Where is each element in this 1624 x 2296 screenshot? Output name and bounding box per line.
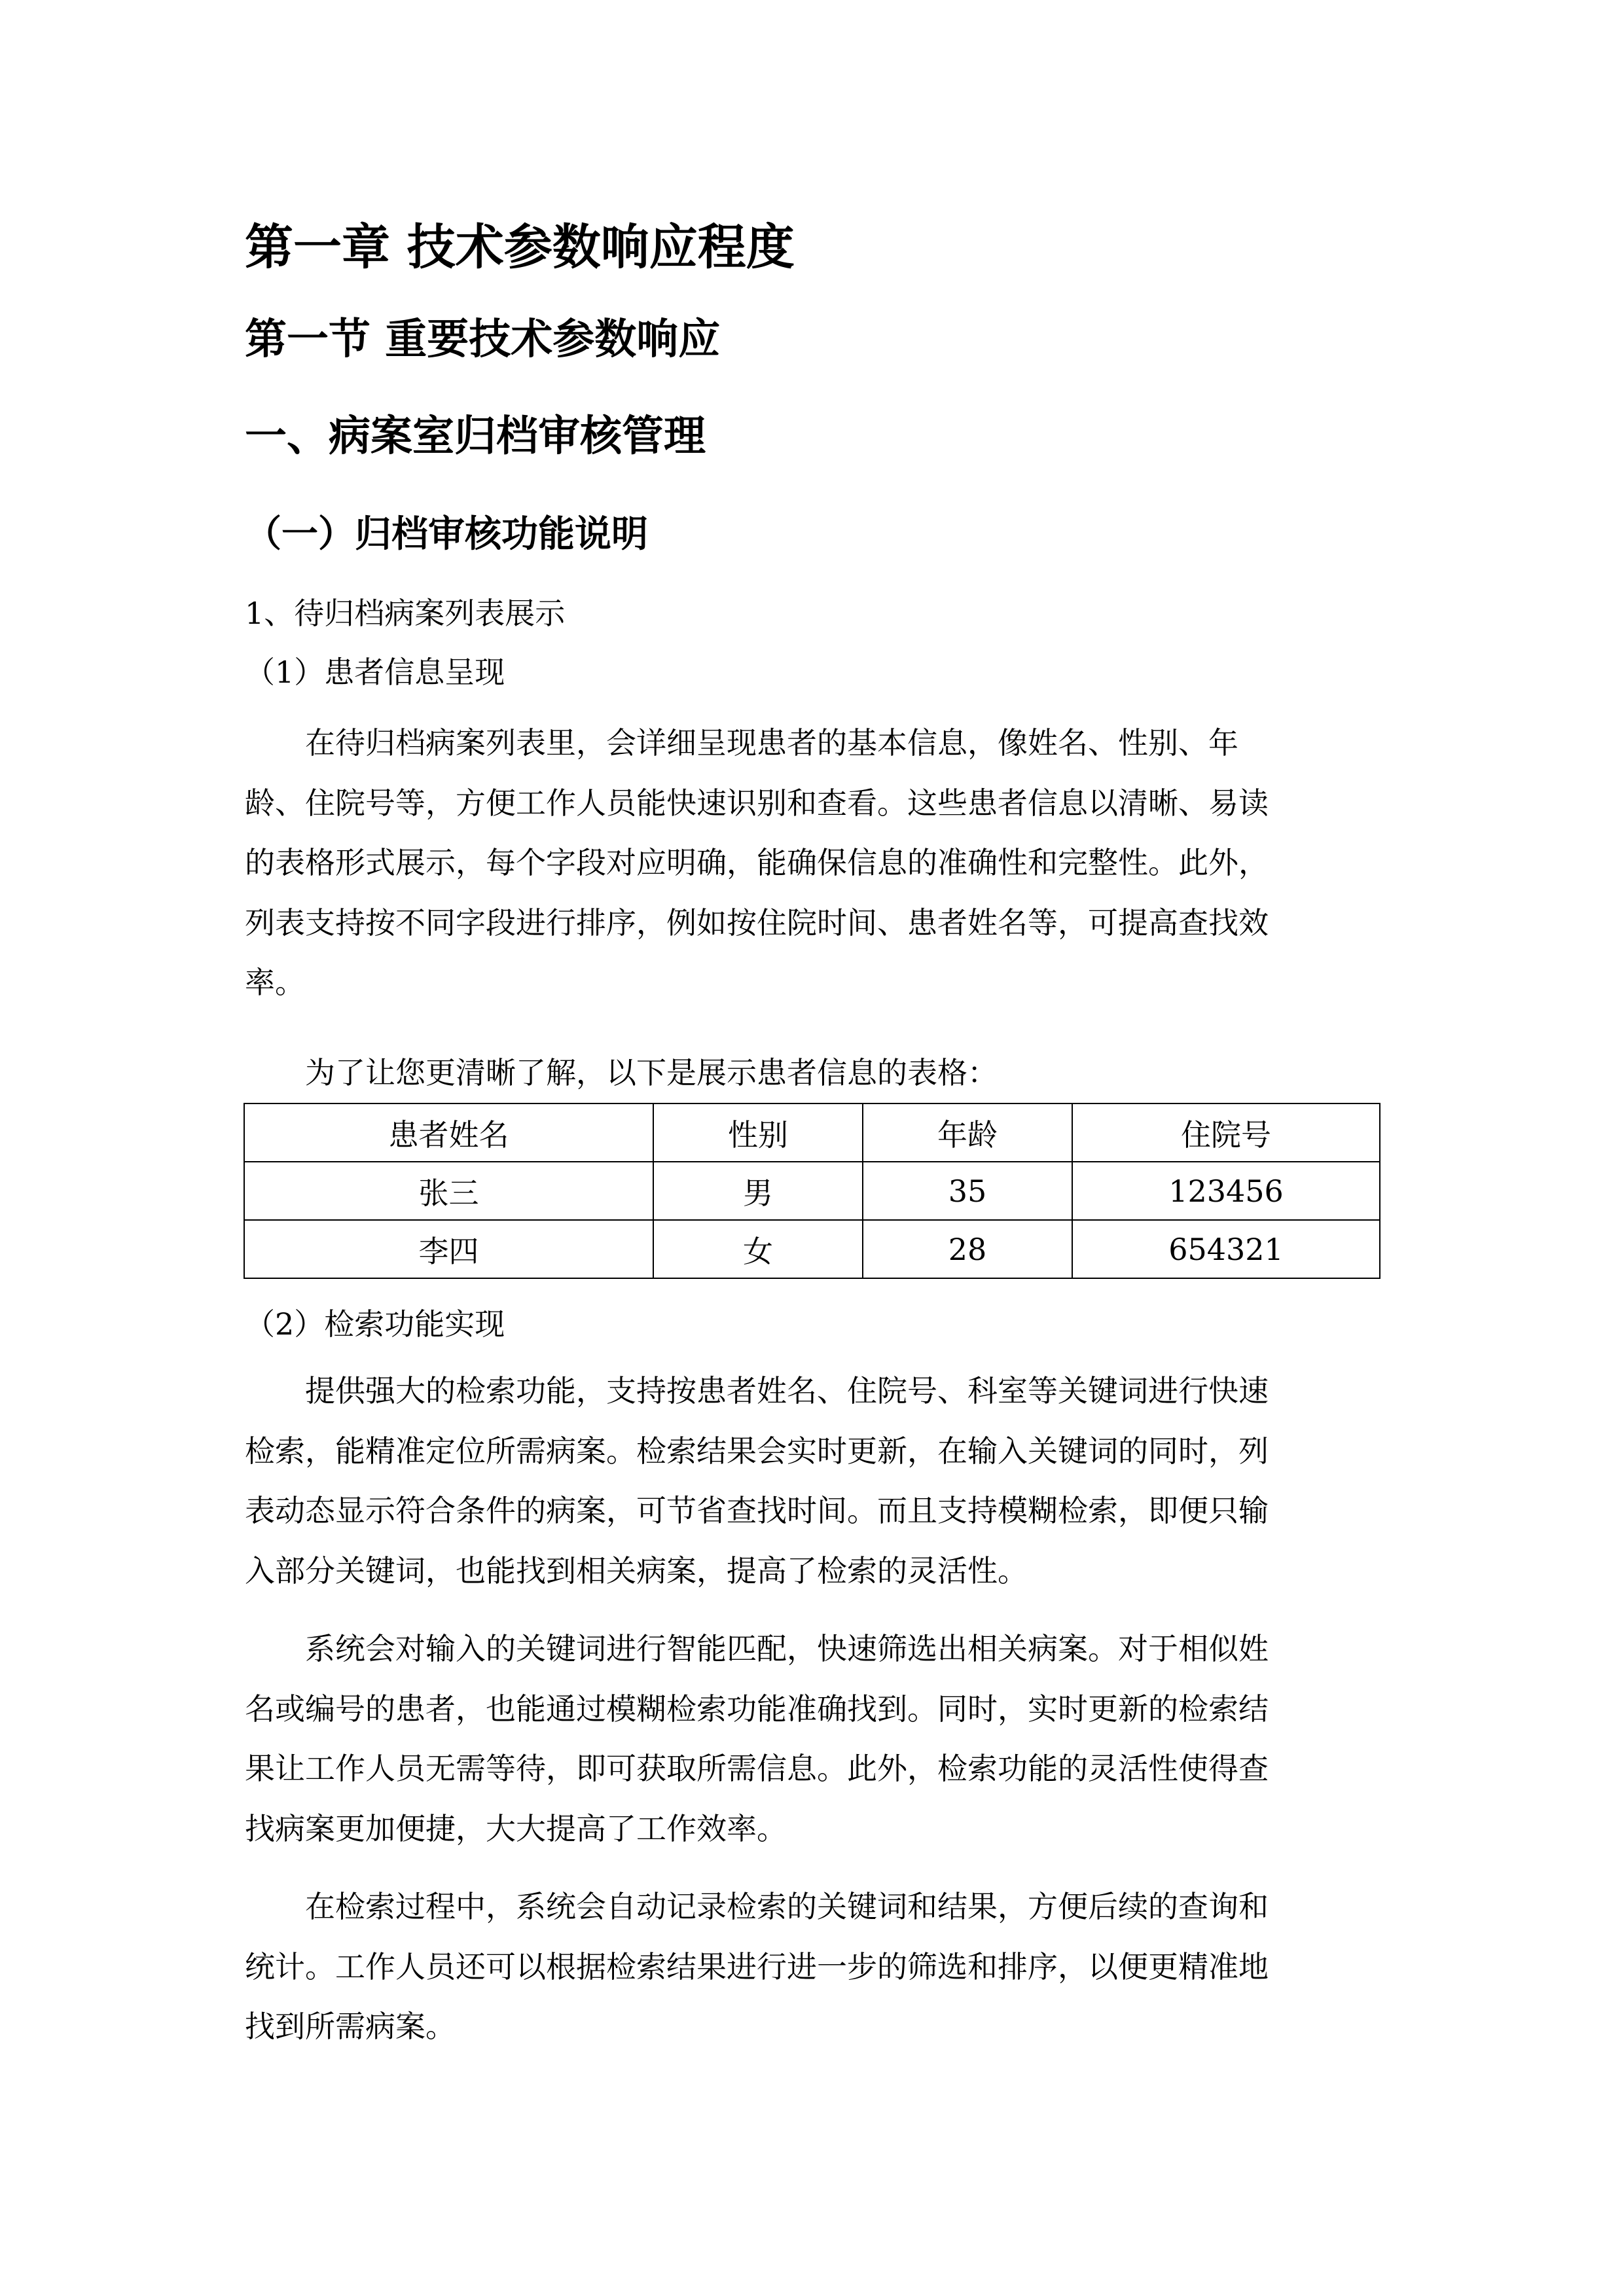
table-row bbox=[244, 1220, 1380, 1278]
point-1-title: （1）患者信息呈现 bbox=[245, 655, 505, 690]
table-cell: 35 bbox=[863, 1162, 1072, 1220]
table-cell: 28 bbox=[863, 1220, 1072, 1278]
section-title: 第一节 重要技术参数响应 bbox=[245, 315, 721, 364]
paragraph-line: 提供强大的检索功能，支持按患者姓名、住院号、科室等关键词进行快速 bbox=[305, 1373, 1269, 1408]
paragraph-line: 果让工作人员无需等待，即可获取所需信息。此外，检索功能的灵活性使得查 bbox=[245, 1751, 1269, 1786]
point-2-title: （2）检索功能实现 bbox=[245, 1306, 505, 1342]
paragraph-line: 的表格形式展示，每个字段对应明确，能确保信息的准确性和完整性。此外， bbox=[245, 845, 1269, 880]
paragraph-line: 检索，能精准定位所需病案。检索结果会实时更新，在输入关键词的同时，列 bbox=[245, 1433, 1269, 1469]
table-header-row bbox=[244, 1103, 1380, 1162]
search-function-paragraph bbox=[245, 1361, 1371, 1601]
table-intro-text: 为了让您更清晰了解，以下是展示患者信息的表格： bbox=[305, 1055, 998, 1090]
table-cell: 李四 bbox=[244, 1220, 653, 1278]
paragraph-line: 入部分关键词，也能找到相关病案，提高了检索的灵活性。 bbox=[245, 1552, 1028, 1588]
paragraph-line: 龄、住院号等，方便工作人员能快速识别和查看。这些患者信息以清晰、易读 bbox=[245, 785, 1269, 821]
chapter-title: 第一章 技术参数响应程度 bbox=[245, 219, 795, 276]
table-cell: 654321 bbox=[1072, 1220, 1380, 1278]
table-cell: 男 bbox=[653, 1162, 863, 1220]
sub-subsection-title: （一）归档审核功能说明 bbox=[245, 512, 648, 556]
paragraph-line: 列表支持按不同字段进行排序，例如按住院时间、患者姓名等，可提高查找效 bbox=[245, 905, 1269, 941]
table-row bbox=[244, 1162, 1380, 1220]
table-header-cell: 患者姓名 bbox=[244, 1103, 653, 1162]
table-header-cell: 年龄 bbox=[863, 1103, 1072, 1162]
item-title: 1、待归档病案列表展示 bbox=[245, 596, 566, 631]
table-cell: 女 bbox=[653, 1220, 863, 1278]
search-log-paragraph bbox=[245, 1877, 1371, 2057]
subsection-title: 一、病案室归档审核管理 bbox=[245, 412, 706, 461]
paragraph-line: 统计。工作人员还可以根据检索结果进行进一步的筛选和排序，以便更精准地 bbox=[245, 1948, 1269, 1984]
patient-info-table bbox=[244, 1103, 1380, 1279]
table-cell: 123456 bbox=[1072, 1162, 1380, 1220]
paragraph-line: 表动态显示符合条件的病案，可节省查找时间。而且支持模糊检索，即便只输 bbox=[245, 1493, 1269, 1528]
paragraph-line: 系统会对输入的关键词进行智能匹配，快速筛选出相关病案。对于相似姓 bbox=[305, 1631, 1269, 1666]
table-header-cell: 住院号 bbox=[1072, 1103, 1380, 1162]
smart-match-paragraph bbox=[245, 1619, 1371, 1859]
table-cell: 张三 bbox=[244, 1162, 653, 1220]
table-header-cell: 性别 bbox=[653, 1103, 863, 1162]
paragraph-line: 在待归档病案列表里，会详细呈现患者的基本信息，像姓名、性别、年 bbox=[305, 725, 1238, 761]
paragraph-line: 在检索过程中，系统会自动记录检索的关键词和结果，方便后续的查询和 bbox=[305, 1889, 1269, 1924]
paragraph-line: 名或编号的患者，也能通过模糊检索功能准确找到。同时，实时更新的检索结 bbox=[245, 1691, 1269, 1727]
patient-info-paragraph bbox=[245, 713, 1371, 1013]
paragraph-line: 率。 bbox=[245, 965, 305, 1000]
paragraph-line: 找到所需病案。 bbox=[245, 2009, 456, 2044]
paragraph-line: 找病案更加便捷，大大提高了工作效率。 bbox=[245, 1810, 787, 1846]
